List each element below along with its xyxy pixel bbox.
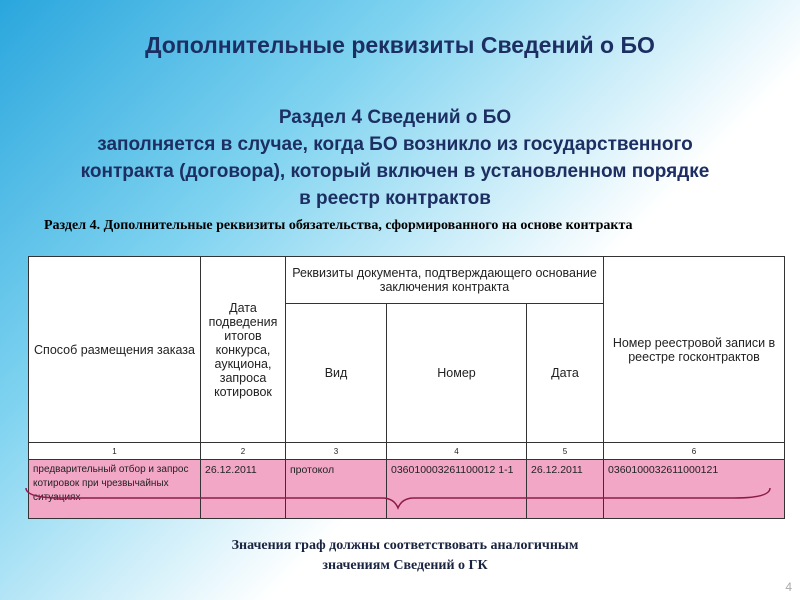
cell-method: предварительный отбор и запрос котировок при чрезвычайных ситуациях	[29, 460, 201, 519]
cell-doc-type: протокол	[286, 460, 387, 519]
footer-line: Значения граф должны соответствовать аналогичным	[231, 538, 579, 553]
slide-title: Дополнительные реквизиты Сведений о БО	[145, 32, 655, 58]
subtitle-line: заполняется в случае, когда БО возникло из государственного	[97, 134, 693, 155]
footer-line: значениям Сведений о ГК	[322, 558, 488, 573]
header-doc-group: Реквизиты документа, подтверждающего основание заключения контракта	[286, 257, 604, 304]
column-number: 4	[387, 443, 527, 460]
cell-registry-number: 0360100032611000121	[604, 460, 785, 519]
header-doc-number: Номер	[387, 304, 527, 443]
curly-brace-annotation	[22, 484, 774, 510]
column-number: 3	[286, 443, 387, 460]
cell-doc-date: 26.12.2011	[527, 460, 604, 519]
column-number-row	[29, 443, 785, 460]
header-registry-number: Номер реестровой записи в реестре госконтрактов	[604, 257, 785, 443]
subtitle-line: контракта (договора), который включен в установленном порядке	[80, 161, 710, 182]
header-doc-type: Вид	[286, 304, 387, 443]
page-number: 4	[785, 580, 792, 594]
cell-summary-date: 26.12.2011	[201, 460, 286, 519]
header-doc-date: Дата	[527, 304, 604, 443]
section-heading: Раздел 4. Дополнительные реквизиты обязательства, сформированного на основе контракта	[44, 218, 633, 233]
column-number: 2	[201, 443, 286, 460]
cell-doc-number: 036010003261100012 1-1	[387, 460, 527, 519]
requisites-table	[28, 256, 785, 519]
subtitle-block	[10, 104, 780, 212]
header-method: Способ размещения заказа	[29, 257, 201, 443]
column-number: 5	[527, 443, 604, 460]
column-number: 1	[29, 443, 201, 460]
subtitle-line: Раздел 4 Сведений о БО	[278, 107, 512, 128]
header-summary-date: Дата подведения итогов конкурса, аукциона, запроса котировок	[201, 257, 286, 443]
column-number: 6	[604, 443, 785, 460]
footer-note	[0, 536, 800, 576]
subtitle-line: в реестр контрактов	[299, 188, 491, 209]
